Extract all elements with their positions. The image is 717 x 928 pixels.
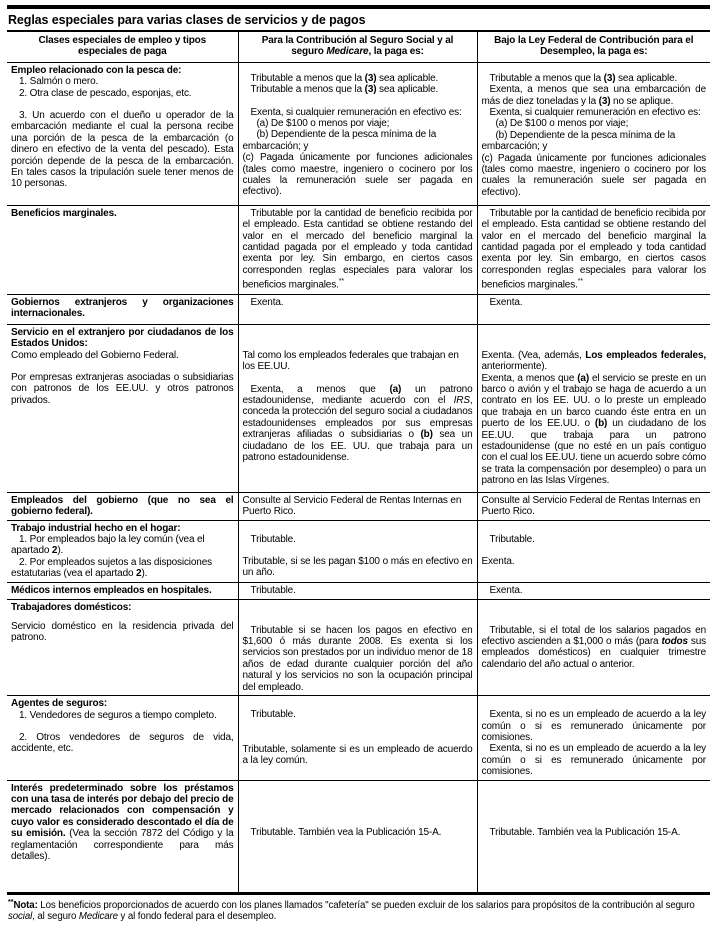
paragraph (11, 327, 234, 350)
text-segment: Exenta. (481, 556, 515, 568)
paragraph (243, 84, 473, 95)
paragraph (243, 118, 473, 129)
paragraph (482, 743, 707, 777)
table-cell (238, 324, 477, 492)
text-segment: Servicio en el extranjero por ciudadanos de los Estados Unidos: (11, 326, 234, 350)
paragraph (482, 495, 707, 518)
paragraph (11, 557, 234, 580)
table-cell (477, 780, 710, 892)
text-segment: (c) Pagada únicamente por funciones adicionales (tales como maestre, ingeniero o cocinero por los cuales la remuneración suele ser pagada en efectivo). (481, 152, 706, 198)
text-segment: Tributable a menos que la (250, 72, 365, 84)
text-segment: Interés predeterminado sobre los préstamos con una tasa de interés por debajo del precio de mercado relacionados con compensación y cuyo valor es considerado descontado el día de su emisión. (11, 782, 234, 840)
table-cell (238, 520, 477, 582)
table-row (7, 582, 710, 599)
paragraph (11, 372, 234, 406)
text-segment: sea un ciudadano de los EE. UU. que trabaja para un patrono estadounidense. (242, 429, 473, 464)
paragraph (11, 523, 234, 534)
text-segment: , al seguro (32, 911, 79, 923)
text-segment: 2 (51, 545, 58, 557)
text-segment: Tributable si se hacen los pagos en efectivo en $1,600 ó más durante 2008. Es exenta si los servicios son prestados por un individuo menor de 18 años de edad durante cualquier porción del año natural y los servicios no son la ocupación principal del empleado. (242, 624, 473, 693)
text-segment: Exenta, a menos que (250, 383, 390, 395)
text-segment: IRS (453, 395, 470, 407)
text-segment: 1. Por empleados bajo la ley común (vea el apartado (11, 534, 205, 557)
header-col-ss-medicare (238, 32, 477, 62)
text-segment: un ciudadano de los EE.UU. que trabaja para un patrono estadounidense (que no esté en un país contiguo con el cual los EE.UU. tiene un acuerdo sobre cómo se trata la compensación por desempleo) o para un patrono en las Islas Vírgenes. (481, 418, 706, 487)
special-rules-table (7, 32, 710, 892)
text-segment: Exenta. (489, 296, 523, 308)
text-segment: Medicare (78, 911, 118, 923)
table-cell (477, 294, 710, 324)
paragraph (11, 110, 234, 190)
text-segment: no se aplique. (610, 95, 674, 107)
text-segment: Servicio doméstico en la residencia privada del patrono. (11, 621, 234, 644)
paragraph (11, 88, 234, 99)
text-segment: 1. Salmón o mero. (19, 76, 99, 88)
text-segment: y al fondo federal para el desempleo. (117, 911, 277, 923)
text-segment: , la paga es: (368, 46, 424, 58)
text-segment: Exenta. (Vea, además, (481, 349, 586, 361)
paragraph (243, 129, 473, 152)
text-segment: 2. Otros vendedores de seguros de vida, accidente, etc. (11, 731, 234, 755)
text-segment: Consulte al Servicio Federal de Rentas Internas en Puerto Rico. (481, 494, 701, 518)
paragraph (482, 153, 707, 199)
paragraph (482, 297, 707, 308)
text-segment: (b) Dependiente de la pesca mínima de la embarcación; y (481, 129, 676, 153)
paragraph (243, 744, 473, 767)
text-segment: anteriormente). (481, 361, 548, 373)
text-segment: (Vea la sección 7872 del Código y la reglamentación correspondiente para más detalles). (11, 828, 234, 862)
table-row (7, 205, 710, 294)
text-segment: (b) (594, 418, 608, 430)
text-segment: social (8, 911, 33, 923)
text-segment: Exenta. (489, 584, 523, 596)
paragraph (11, 76, 234, 87)
paragraph (243, 384, 473, 464)
table-cell (477, 520, 710, 582)
paragraph (243, 625, 473, 693)
table-cell (238, 205, 477, 294)
table-cell (477, 696, 710, 780)
table-title: Reglas especiales para varias clases de servicios y de pagos (7, 9, 710, 32)
table-cell (7, 582, 238, 599)
text-segment: un patrono estadounidense, mediante acuerdo con el (242, 383, 473, 407)
table-cell (7, 696, 238, 780)
text-segment: Tributable. (250, 584, 296, 596)
text-segment: (3) (603, 72, 616, 84)
text-segment: (a) De $100 o menos por viaje; (495, 118, 629, 130)
table-cell (477, 492, 710, 520)
rules-table-body (7, 62, 710, 892)
text-segment: (3) (598, 95, 611, 107)
table-cell (7, 62, 238, 205)
paragraph (482, 84, 707, 107)
table-cell (238, 294, 477, 324)
text-segment: Tributable a menos que la (489, 72, 604, 84)
table-row (7, 324, 710, 492)
table-cell (7, 520, 238, 582)
text-segment: Tributable por la cantidad de beneficio recibida por el empleado. Esta cantidad se obtiene restando del valor en el mercado del beneficio marginal la cantidad pagada por el empleado y toda cantidad exenta por ley. Sin embargo, en ciertos casos corresponden reglas especiales para valorar los beneficios marginales. (481, 207, 706, 291)
text-segment: Gobiernos extranjeros y organizaciones internacionales. (11, 296, 234, 320)
text-segment: Beneficios marginales. (11, 207, 117, 219)
text-segment: (3) (364, 84, 377, 96)
paragraph (243, 534, 473, 545)
table-cell (477, 62, 710, 205)
paragraph (482, 373, 707, 487)
paragraph (243, 495, 473, 518)
paragraph (243, 585, 473, 596)
table-cell (477, 324, 710, 492)
table-cell (238, 492, 477, 520)
paragraph (482, 350, 707, 373)
paragraph (11, 783, 234, 863)
table-cell (7, 324, 238, 492)
text-segment: Para la Contribución al Seguro Social y al seguro (261, 35, 454, 58)
table-cell (7, 599, 238, 695)
text-segment: Empleo relacionado con la pesca de: (11, 64, 182, 76)
text-segment: Tributable, si el total de los salarios pagados en efectivo ascienden a $1,000 o más (para (481, 624, 706, 648)
table-row (7, 520, 710, 582)
text-segment: el servicio se preste en un barco o avión y el trabajo se haga de acuerdo a un contrato en los EE. UU. o lo preste un empleado que trabaja en un barco cuando éste entra en un puerto de los EE.UU. o (481, 372, 706, 430)
text-segment: sea aplicable. (615, 72, 678, 84)
text-segment: 2. Otra clase de pescado, esponjas, etc. (19, 87, 192, 99)
text-segment: Exenta, si no es un empleado de acuerdo a la ley común o si es remunerado únicamente por comisiones. (481, 709, 706, 743)
table-cell (238, 780, 477, 892)
paragraph (243, 73, 473, 84)
text-segment: (b) (420, 429, 433, 441)
table-row (7, 62, 710, 205)
table-cell (238, 599, 477, 695)
paragraph (482, 107, 707, 118)
table-cell (7, 294, 238, 324)
paragraph (11, 710, 234, 721)
text-segment: 3. Un acuerdo con el dueño u operador de la embarcación mediante el cual la persona recibe una porción de la pesca de la embarcación (o dinero en efectivo de la venta del pescado). Esta porción depende de la pesca de la embarcación. En tales casos la tripulación suele tener menos de 10 personas. (11, 110, 234, 190)
text-segment: Exenta, si cualquier remuneración en efectivo es: (489, 107, 701, 119)
paragraph (11, 208, 234, 219)
paragraph (482, 73, 707, 84)
paragraph (243, 556, 473, 579)
text-segment: Tributable por la cantidad de beneficio recibida por el empleado. Esta cantidad se obtiene restando del valor en el mercado del beneficio marginal la cantidad pagada por el empleado y toda cantidad exenta por ley. Sin embargo, en ciertos casos corresponden reglas especiales para valorar los beneficios marginales. (242, 207, 473, 291)
text-segment: Exenta, si no es un empleado de acuerdo a la ley común o si es remunerado únicamente por comisiones. (481, 743, 706, 778)
paragraph (243, 350, 473, 373)
text-segment: Los empleados federales, (585, 349, 707, 361)
paragraph (482, 130, 707, 153)
text-segment: (c) Pagada únicamente por funciones adicionales (tales como maestre, ingeniero o cocinero por los cuales la remuneración suele ser pagada en efectivo). (242, 152, 473, 198)
table-cell (7, 205, 238, 294)
paragraph (243, 827, 473, 838)
text-segment: 1. Vendedores de seguros a tiempo completo. (19, 709, 217, 721)
paragraph (482, 625, 707, 671)
table-row (7, 696, 710, 780)
table-row (7, 492, 710, 520)
header-col-futa: Bajo la Ley Federal de Contribución para el Desempleo, la paga es: (477, 32, 710, 62)
text-segment: Los beneficios proporcionados de acuerdo con los planes llamados "cafetería" se pueden excluir de los salarios para propósitos de la contribución al seguro (37, 900, 695, 912)
text-segment: 2. Por empleados sujetos a las disposiciones estatutarias (vea el apartado (11, 556, 212, 580)
table-cell (7, 780, 238, 892)
text-segment: Consulte al Servicio Federal de Rentas Internas en Puerto Rico. (242, 494, 462, 518)
table-row (7, 294, 710, 324)
text-segment: (3) (364, 72, 377, 84)
text-segment: ** (338, 278, 345, 286)
paragraph (482, 534, 707, 545)
text-segment: 2 (136, 568, 142, 580)
paragraph (11, 602, 234, 613)
table-cell (477, 205, 710, 294)
text-segment: Tributable, si se les pagan $100 o más en efectivo en un año. (242, 556, 473, 579)
table-cell (238, 582, 477, 599)
text-segment: Agentes de seguros: (11, 698, 108, 710)
text-segment: (b) Dependiente de la pesca mínima de la embarcación; y (242, 129, 437, 152)
text-segment: Tributable. También vea la Publicación 15-A. (250, 826, 442, 838)
text-segment: Empleados del gobierno (que no sea el gobierno federal). (11, 494, 234, 518)
paragraph (243, 107, 473, 118)
text-segment: ). (57, 545, 64, 557)
text-segment: Tributable. (489, 533, 535, 545)
paragraph (11, 585, 234, 596)
paragraph (243, 152, 473, 198)
table-cell (238, 62, 477, 205)
paragraph (11, 65, 234, 76)
paragraph (11, 534, 234, 557)
paragraph (482, 709, 707, 743)
text-segment: Exenta. (250, 296, 284, 308)
text-segment: ** (8, 899, 14, 907)
paragraph (482, 556, 707, 567)
paragraph (243, 709, 473, 720)
text-segment: Tal como los empleados federales que trabajan en los EE.UU. (242, 349, 459, 373)
text-segment: Exenta, si cualquier remuneración en efectivo es: (250, 106, 462, 118)
text-segment: Medicare (326, 46, 369, 58)
text-segment: sea aplicable. (376, 84, 439, 96)
paragraph (11, 621, 234, 644)
text-segment: (a) De $100 o menos por viaje; (256, 118, 390, 130)
table-cell (238, 696, 477, 780)
text-segment: Tributable a menos que la (250, 84, 365, 96)
paragraph (482, 118, 707, 129)
paragraph (11, 732, 234, 755)
text-segment: Trabajo industrial hecho en el hogar: (11, 522, 181, 534)
text-segment: sea aplicable. (376, 72, 439, 84)
paragraph (482, 208, 707, 291)
text-segment: Médicos internos empleados en hospitales. (11, 584, 212, 596)
header-row (7, 32, 710, 62)
table-cell (7, 492, 238, 520)
text-segment: Tributable. (250, 709, 296, 721)
table-row (7, 780, 710, 892)
text-segment: Exenta, a menos que (481, 372, 578, 384)
text-segment: Tributable. (250, 533, 296, 545)
paragraph (482, 585, 707, 596)
header-col-employment-classes: Clases especiales de empleo y tipos especiales de paga (38, 35, 207, 58)
paragraph (243, 297, 473, 308)
text-segment: ). (141, 568, 148, 580)
paragraph (243, 208, 473, 291)
text-segment: (a) (389, 383, 402, 395)
text-segment: Tributable. También vea la Publicación 15-A. (489, 826, 681, 838)
footnote (7, 895, 711, 928)
paragraph (482, 827, 707, 838)
paragraph (11, 350, 234, 361)
text-segment: ** (577, 278, 584, 286)
text-segment: Exenta, a menos que sea una embarcación de más de diez toneladas y la (481, 84, 706, 107)
text-segment: Trabajadores domésticos: (11, 601, 132, 613)
text-segment: Nota: (13, 900, 38, 912)
table-cell (477, 582, 710, 599)
text-segment: (a) (577, 372, 590, 384)
paragraph (11, 495, 234, 518)
text-segment: Como empleado del Gobierno Federal. (11, 349, 179, 361)
text-segment: sus empleados domésticos) en cualquier trimestre calendario del año actual o anterior. (481, 636, 706, 670)
text-segment: Tributable, solamente si es un empleado de acuerdo a la ley común. (242, 743, 473, 766)
paragraph (11, 698, 234, 709)
text-segment: todos (661, 636, 688, 648)
text-segment: Por empresas extranjeras asociadas o subsidiarias con patronos de los EE.UU. y otros patronos privados. (11, 372, 234, 406)
paragraph (11, 297, 234, 320)
text-segment: , conceda la protección del seguro social a ciudadanos estadounidenses empleados por sus empresas extranjeras afiliadas o subsidiarias o (242, 395, 473, 441)
table-cell (477, 599, 710, 695)
table-row (7, 599, 710, 695)
